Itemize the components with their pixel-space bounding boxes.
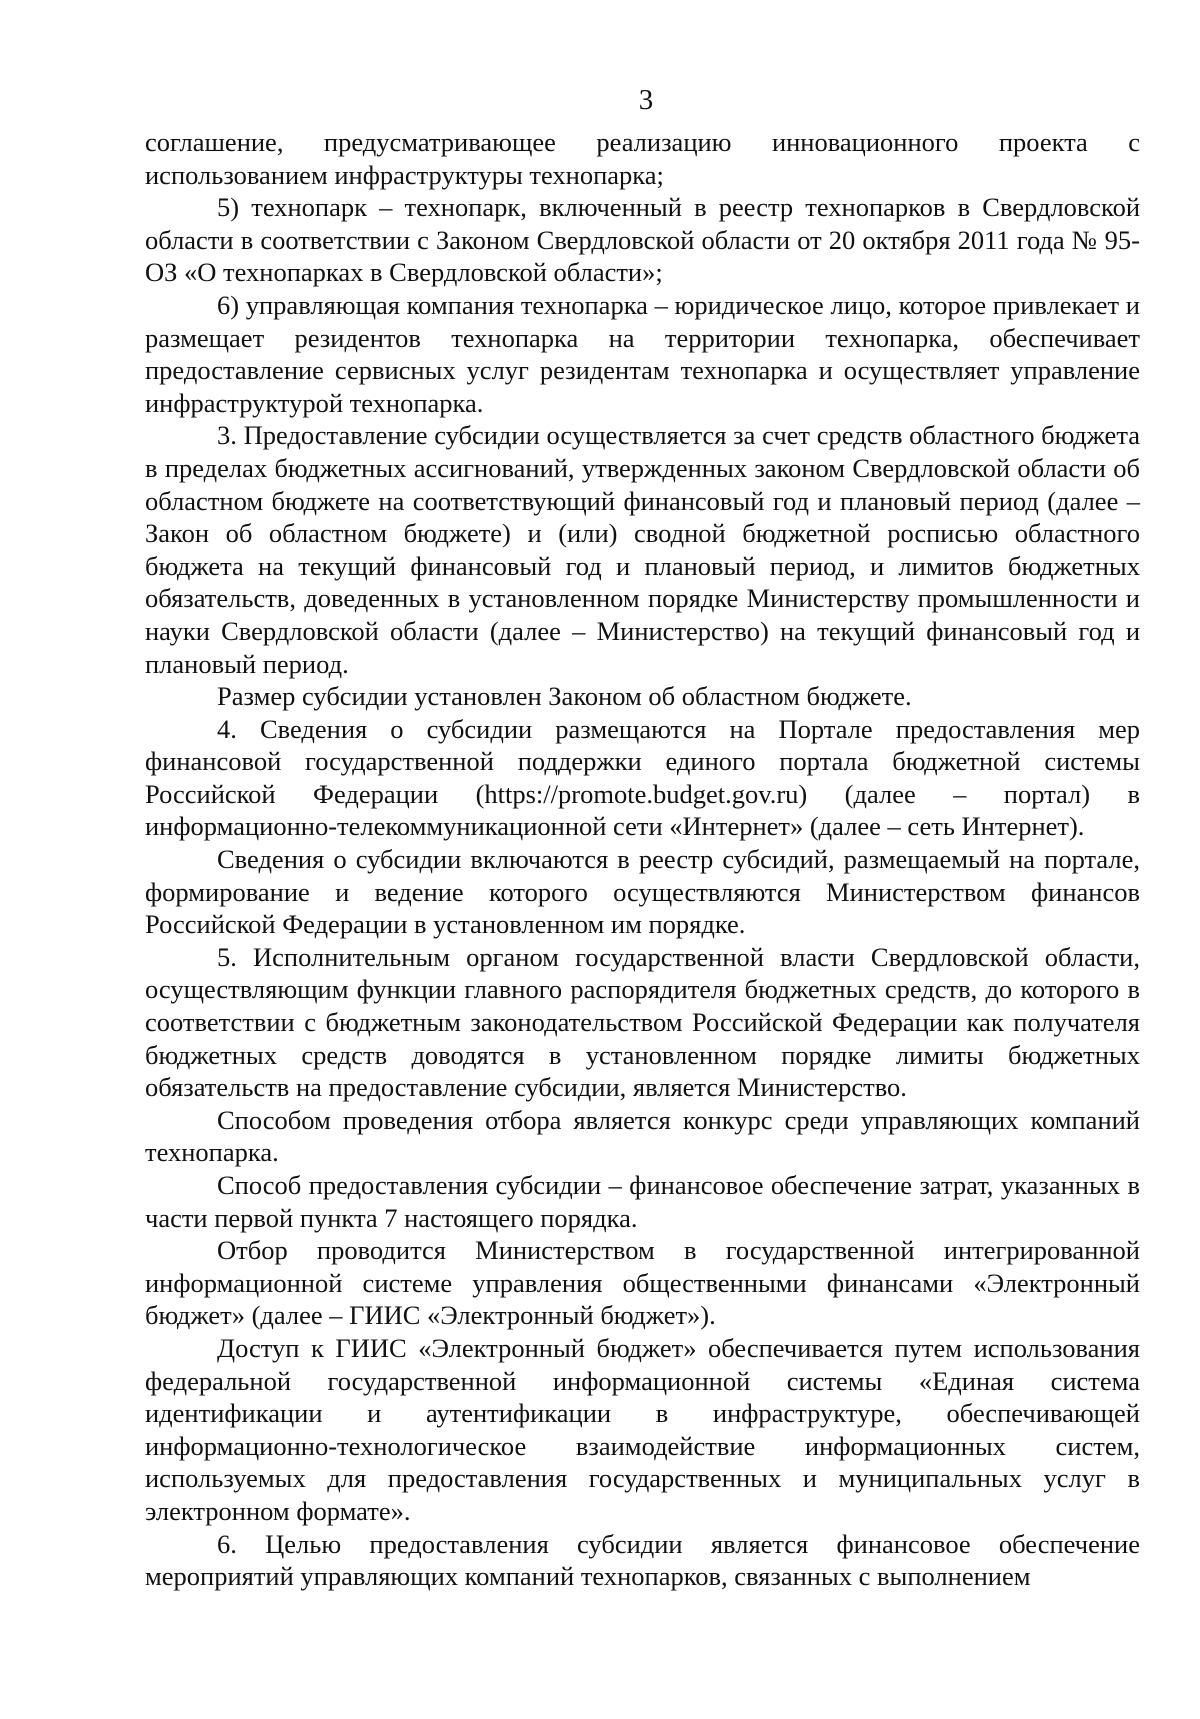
paragraph-13: 6. Целью предоставления субсидии является финансовое обеспечение мероприятий управляющих компаний технопарков, связанных с выполнением [145, 1528, 1140, 1592]
paragraph-5: Размер субсидии установлен Законом об областном бюджете. [217, 681, 912, 712]
paragraph-7: Сведения о субсидии включаются в реестр субсидий, размещаемый на портале, формирование и ведение которого осуществляются Министерством финансов Российской Федерации в установленном им порядке. [145, 844, 1140, 940]
paragraph-11: Отбор проводится Министерством в государственной интегрированной информационной системе управления общественными финансами «Электронный бюджет» (далее – ГИИС «Электронный бюджет»). [145, 1235, 1140, 1331]
paragraph-6: 4. Сведения о субсидии размещаются на Портале предоставления мер финансовой государственной поддержки единого портала бюджетной системы Российской Федерации (https://promote.budget.gov.ru) (далее – портал) в информационно-телекоммуникационной сети «Интернет» (далее – сеть Интернет). [145, 713, 1140, 842]
paragraph-10: Способ предоставления субсидии – финансовое обеспечение затрат, указанных в части первой пункта 7 настоящего порядка. [145, 1170, 1140, 1233]
page-number: 3 [638, 84, 654, 116]
document-body [145, 126, 1140, 1593]
paragraph-4: 3. Предоставление субсидии осуществляется за счет средств областного бюджета в пределах бюджетных ассигнований, утвержденных законом Свердловской области об областном бюджете на соответствующий финансовый год и плановый период (далее – Закон об областном бюджете) и (или) сводной бюджетной росписью областного бюджета на текущий финансовый год и плановый период, и лимитов бюджетных обязательств, доведенных в установленном порядке Министерству промышленности и науки Свердловской области (далее – Министерство) на текущий финансовый год и плановый период. [145, 420, 1140, 679]
paragraph-3: 6) управляющая компания технопарка – юридическое лицо, которое привлекает и размещает резидентов технопарка на территории технопарка, обеспечивает предоставление сервисных услуг резидентам технопарка и осуществляет управление инфраструктурой технопарка. [145, 289, 1140, 418]
paragraph-12: Доступ к ГИИС «Электронный бюджет» обеспечивается путем использования федеральной государственной информационной системы «Единая система идентификации и аутентификации в инфраструктуре, обеспечивающей информационно-технологическое взаимодействие информационных систем, используемых для предоставления государственных и муниципальных услуг в электронном формате». [145, 1332, 1140, 1526]
paragraph-9: Способом проведения отбора является конкурс среди управляющих компаний технопарка. [145, 1104, 1140, 1168]
paragraph-1: соглашение, предусматривающее реализацию инновационного проекта с использованием инфраструктуры технопарка; [145, 127, 1140, 190]
paragraph-8: 5. Исполнительным органом государственной власти Свердловской области, осуществляющим функции главного распорядителя бюджетных средств, до которого в соответствии с бюджетным законодательством Российской Федерации как получателя бюджетных средств доводятся в установленном порядке лимиты бюджетных обязательств на предоставление субсидии, является Министерство. [145, 941, 1140, 1103]
paragraph-2: 5) технопарк – технопарк, включенный в реестр технопарков в Свердловской области в соответствии с Законом Свердловской области от 20 октября 2011 года № 95-ОЗ «О технопарках в Свердловской области»; [145, 192, 1140, 288]
